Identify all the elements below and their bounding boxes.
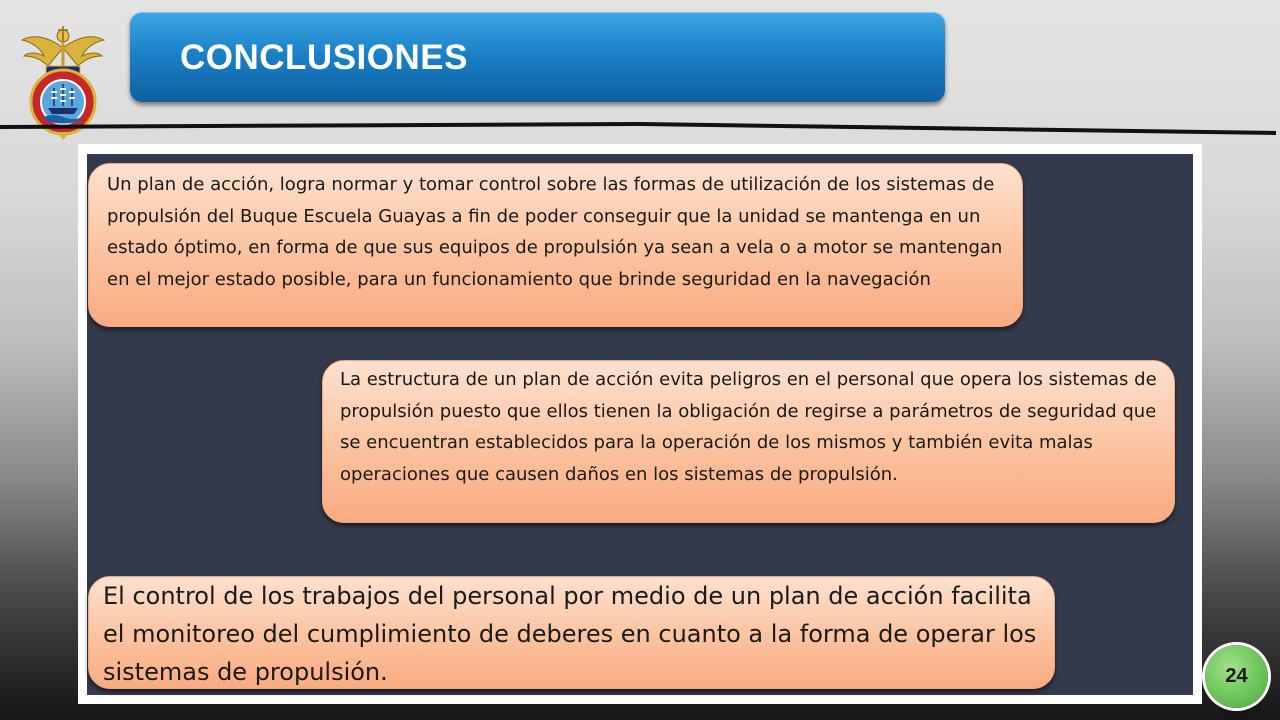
conclusion-text-1: Un plan de acción, logra normar y tomar control sobre las formas de utilización de los sistemas de propulsión del Buque Escuela Guayas a fin de poder conseguir que la unidad se mantenga en un estado óptimo, en forma de que sus equipos de propulsión ya sean a vela o a motor se mantengan en el mejor estado posible, para un funcionamiento que brinde seguridad en la navegación [107,174,1003,290]
header-divider [0,118,1280,142]
page-number-badge [1205,645,1268,708]
conclusion-text-3: El control de los trabajos del personal por medio de un plan de acción facilita el monitoreo del cumplimiento de deberes en cuanto a la forma de operar los sistemas de propulsión. [103,582,1037,686]
page-number: 24 [1225,665,1248,687]
conclusion-box-3 [88,576,1055,689]
slide-title: CONCLUSIONES [180,38,468,77]
conclusion-text-2: La estructura de un plan de acción evita peligros en el personal que opera los sistemas de propulsión puesto que ellos tienen la obligación de regirse a parámetros de seguridad que se encuentran establecidos para la operación de los mismos y también evita malas operaciones que causen daños en los sistemas de propulsión. [340,369,1157,485]
conclusion-box-1 [88,163,1023,327]
conclusion-box-2 [322,360,1175,523]
title-banner [130,12,945,102]
